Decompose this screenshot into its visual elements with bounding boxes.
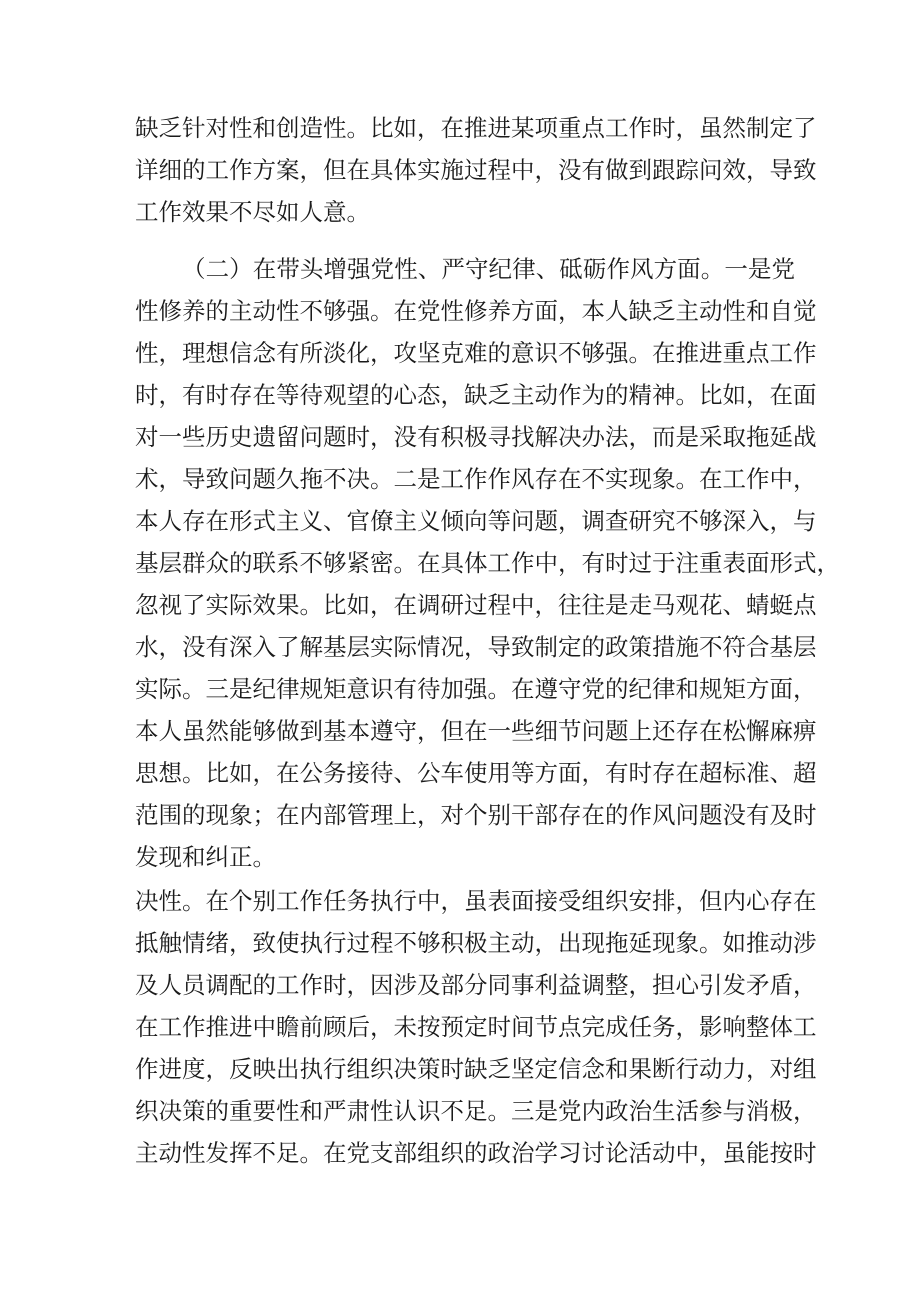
text-line-11: 基层群众的联系不够紧密。在具体工作中，有时过于注重表面形式， bbox=[135, 549, 840, 577]
text-line-24: 织决策的重要性和严肃性认识不足。三是党内政治生活参与消极， bbox=[135, 1097, 817, 1125]
section-heading-line: （二）在带头增强党性、严守纪律、砥砺作风方面。一是党 bbox=[182, 255, 795, 283]
text-line-5: 性修养的主动性不够强。在党性修养方面，本人缺乏主动性和自觉 bbox=[135, 297, 817, 325]
text-line-17: 范围的现象；在内部管理上，对个别干部存在的作风问题没有及时 bbox=[135, 801, 817, 829]
text-line-9: 术，导致问题久拖不决。二是工作作风存在不实现象。在工作中， bbox=[135, 465, 817, 493]
text-line-8: 对一些历史遗留问题时，没有积极寻找解决办法，而是采取拖延战 bbox=[135, 423, 817, 451]
text-line-16: 思想。比如，在公务接待、公车使用等方面，有时存在超标准、超 bbox=[135, 759, 817, 787]
text-line-20: 抵触情绪，致使执行过程不够积极主动，出现拖延现象。如推动涉 bbox=[135, 929, 817, 957]
text-line-10: 本人存在形式主义、官僚主义倾向等问题，调查研究不够深入，与 bbox=[135, 507, 817, 535]
text-line-18: 发现和纠正。 bbox=[135, 843, 276, 871]
text-line-6: 性，理想信念有所淡化，攻坚克难的意识不够强。在推进重点工作 bbox=[135, 339, 817, 367]
text-line-19: 决性。在个别工作任务执行中，虽表面接受组织安排，但内心存在 bbox=[135, 887, 817, 915]
text-line-2: 详细的工作方案，但在具体实施过程中，没有做到跟踪问效，导致 bbox=[135, 156, 817, 184]
text-line-22: 在工作推进中瞻前顾后，未按预定时间节点完成任务，影响整体工 bbox=[135, 1013, 817, 1041]
text-line-1: 缺乏针对性和创造性。比如，在推进某项重点工作时，虽然制定了 bbox=[135, 114, 817, 142]
text-line-21: 及人员调配的工作时，因涉及部分同事利益调整，担心引发矛盾， bbox=[135, 971, 817, 999]
text-line-14: 实际。三是纪律规矩意识有待加强。在遵守党的纪律和规矩方面， bbox=[135, 675, 817, 703]
text-line-12: 忽视了实际效果。比如，在调研过程中，往往是走马观花、蜻蜓点 bbox=[135, 591, 817, 619]
text-line-25: 主动性发挥不足。在党支部组织的政治学习讨论活动中，虽能按时 bbox=[135, 1139, 817, 1167]
text-line-7: 时，有时存在等待观望的心态，缺乏主动作为的精神。比如，在面 bbox=[135, 381, 817, 409]
text-line-15: 本人虽然能够做到基本遵守，但在一些细节问题上还存在松懈麻痹 bbox=[135, 717, 817, 745]
text-line-13: 水，没有深入了解基层实际情况，导致制定的政策措施不符合基层 bbox=[135, 633, 817, 661]
text-line-23: 作进度，反映出执行组织决策时缺乏坚定信念和果断行动力，对组 bbox=[135, 1055, 817, 1083]
text-line-3: 工作效果不尽如人意。 bbox=[135, 198, 370, 226]
